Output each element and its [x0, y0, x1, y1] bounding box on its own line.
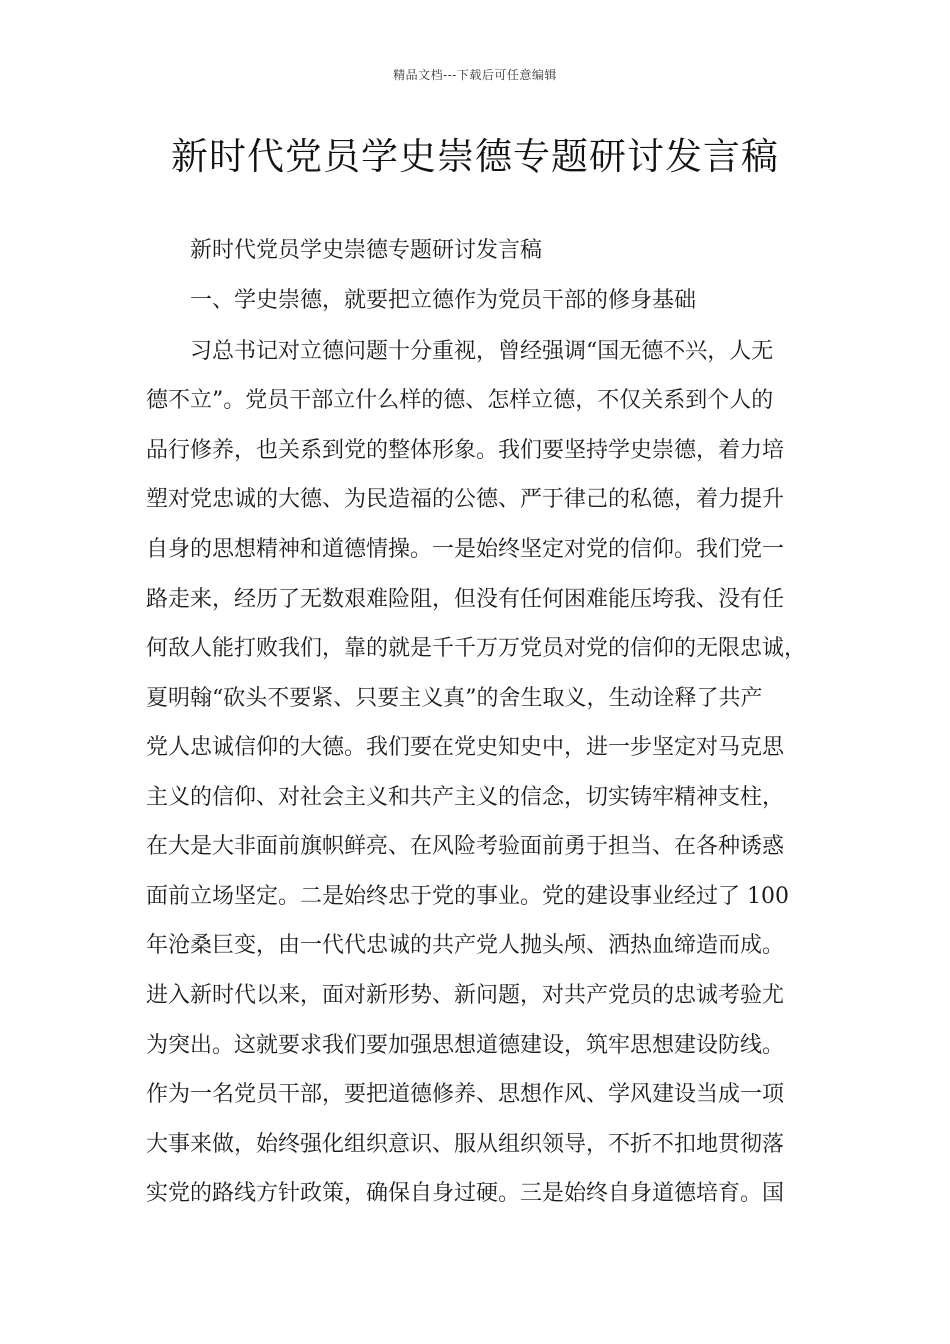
paragraph-line: 大事来做，始终强化组织意识、服从组织领导，不折不扣地贯彻落 [146, 1132, 785, 1157]
paragraph-line: 年沧桑巨变，由一代代忠诚的共产党人抛头颅、洒热血缔造而成。 [146, 933, 785, 958]
paragraph-line: 自身的思想精神和道德情操。一是始终坚定对党的信仰。我们党一 [146, 537, 785, 562]
paragraph-line: 夏明翰“砍头不要紧、只要主义真”的舍生取义，生动诠释了共产 [146, 686, 763, 711]
paragraph-line: 塑对党忠诚的大德、为民造福的公德、严于律己的私德，着力提升 [146, 487, 785, 512]
section-heading: 一、学史崇德，就要把立德作为党员干部的修身基础 [190, 288, 697, 313]
document-subtitle: 新时代党员学史崇德专题研讨发言稿 [190, 238, 543, 263]
paragraph-line: 在大是大非面前旗帜鲜亮、在风险考验面前勇于担当、在各种诱惑 [146, 834, 785, 859]
paragraph-line: 进入新时代以来，面对新形势、新问题，对共产党员的忠诚考验尤 [146, 983, 785, 1008]
header-note: 精品文档---下载后可任意编辑 [393, 68, 557, 82]
paragraph-line: 面前立场坚定。二是始终忠于党的事业。党的建设事业经过了 100 [146, 884, 789, 909]
paragraph-line: 主义的信仰、对社会主义和共产主义的信念，切实铸牢精神支柱， [146, 785, 785, 810]
paragraph-line: 党人忠诚信仰的大德。我们要在党史知史中，进一步坚定对马克思 [146, 735, 785, 760]
paragraph-line: 作为一名党员干部，要把道德修养、思想作风、学风建设当成一项 [146, 1082, 785, 1107]
paragraph-line: 为突出。这就要求我们要加强思想道德建设，筑牢思想建设防线。 [146, 1033, 785, 1058]
paragraph-line: 德不立”。党员干部立什么样的德、怎样立德，不仅关系到个人的 [146, 388, 774, 413]
paragraph-line: 何敌人能打败我们，靠的就是千千万万党员对党的信仰的无限忠诚， [146, 636, 807, 661]
paragraph-line: 路走来，经历了无数艰难险阻，但没有任何困难能压垮我、没有任 [146, 587, 785, 612]
paragraph-line: 品行修养，也关系到党的整体形象。我们要坚持学史崇德，着力培 [146, 438, 785, 463]
paragraph-line: 实党的路线方针政策，确保自身过硬。三是始终自身道德培育。国 [146, 1181, 785, 1206]
document-title: 新时代党员学史崇德专题研讨发言稿 [171, 135, 779, 178]
paragraph-line: 习总书记对立德问题十分重视，曾经强调“国无德不兴，人无 [190, 339, 774, 364]
